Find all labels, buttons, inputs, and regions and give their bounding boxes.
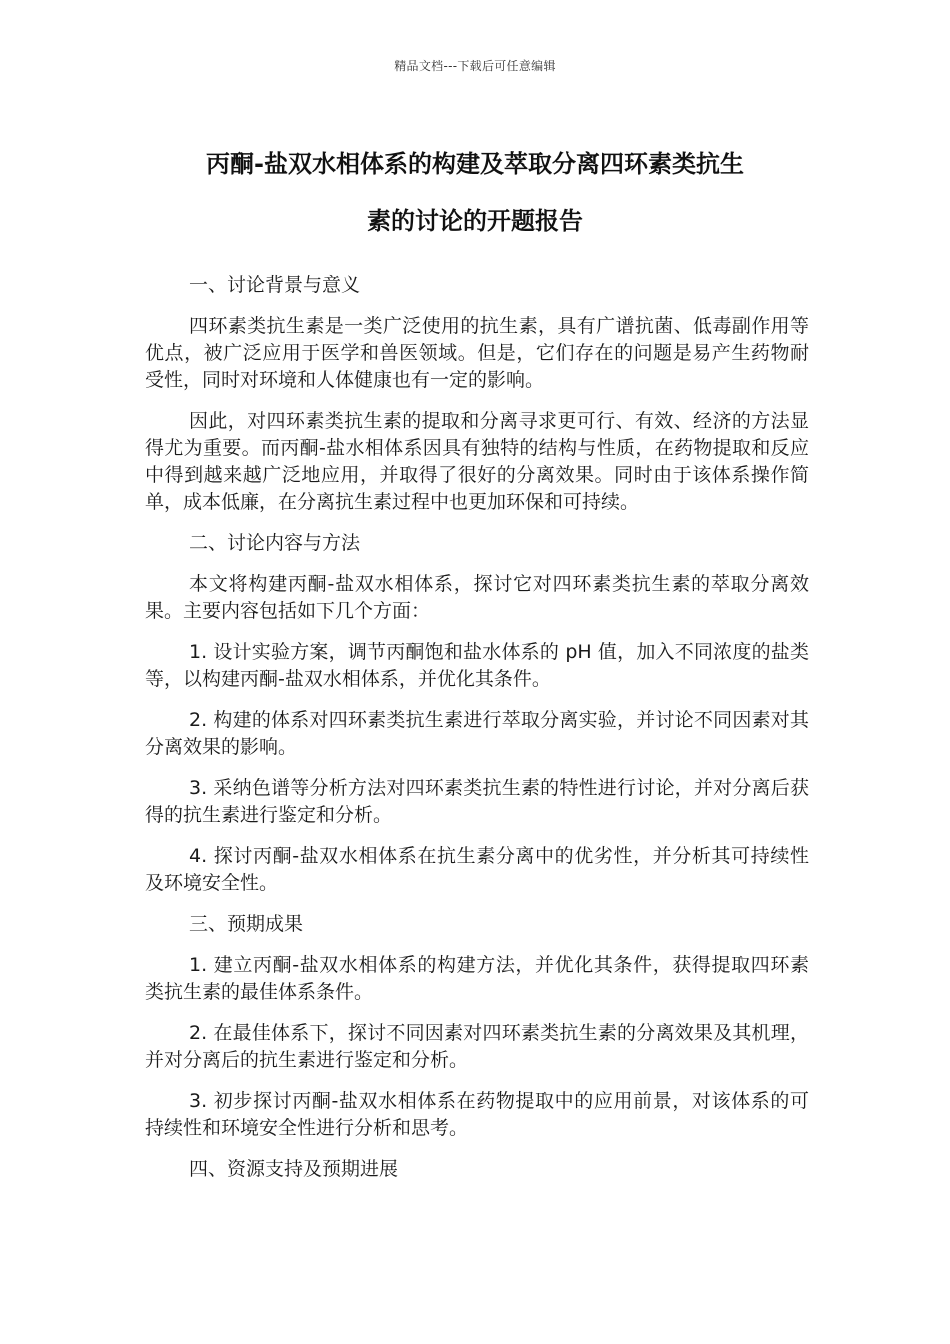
document-title [120,136,830,250]
section-2-item-3: 3. 采纳色谱等分析方法对四环素类抗生素的特性进行讨论，并对分离后获得的抗生素进行鉴定和分析。 [145,777,809,826]
section-1-paragraph-1: 四环素类抗生素是一类广泛使用的抗生素，具有广谱抗菌、低毒副作用等优点，被广泛应用于医学和兽医领域。但是，它们存在的问题是易产生药物耐受性，同时对环境和人体健康也有一定的影响。 [145,315,809,391]
section-2-intro: 本文将构建丙酮-盐双水相体系，探讨它对四环素类抗生素的萃取分离效果。主要内容包括如下几个方面： [145,573,809,622]
section-4-heading: 四、资源支持及预期进展 [189,1158,399,1180]
section-3-heading: 三、预期成果 [189,913,304,935]
section-2-item-2: 2. 构建的体系对四环素类抗生素进行萃取分离实验，并讨论不同因素对其分离效果的影响。 [145,709,809,758]
title-line-1: 丙酮-盐双水相体系的构建及萃取分离四环素类抗生 [206,150,744,178]
section-2-heading: 二、讨论内容与方法 [189,532,361,554]
section-3-item-1: 1. 建立丙酮-盐双水相体系的构建方法，并优化其条件，获得提取四环素类抗生素的最佳体系条件。 [145,954,809,1003]
section-1-heading: 一、讨论背景与意义 [189,274,361,296]
document-body [145,272,809,1197]
section-2-item-1: 1. 设计实验方案，调节丙酮饱和盐水体系的 pH 值，加入不同浓度的盐类等，以构建丙酮-盐双水相体系，并优化其条件。 [145,641,809,690]
page-header: 精品文档---下载后可任意编辑 [394,59,556,73]
title-line-2: 素的讨论的开题报告 [367,207,583,235]
section-3-item-3: 3. 初步探讨丙酮-盐双水相体系在药物提取中的应用前景，对该体系的可持续性和环境安全性进行分析和思考。 [145,1090,809,1139]
section-3-item-2: 2. 在最佳体系下，探讨不同因素对四环素类抗生素的分离效果及其机理，并对分离后的抗生素进行鉴定和分析。 [145,1022,809,1071]
section-1-paragraph-2: 因此，对四环素类抗生素的提取和分离寻求更可行、有效、经济的方法显得尤为重要。而丙酮-盐水相体系因具有独特的结构与性质，在药物提取和反应中得到越来越广泛地应用，并取得了很好的分离效果。同时由于该体系操作简单，成本低廉，在分离抗生素过程中也更加环保和可持续。 [145,410,809,513]
section-2-item-4: 4. 探讨丙酮-盐双水相体系在抗生素分离中的优劣性，并分析其可持续性及环境安全性。 [145,845,809,894]
